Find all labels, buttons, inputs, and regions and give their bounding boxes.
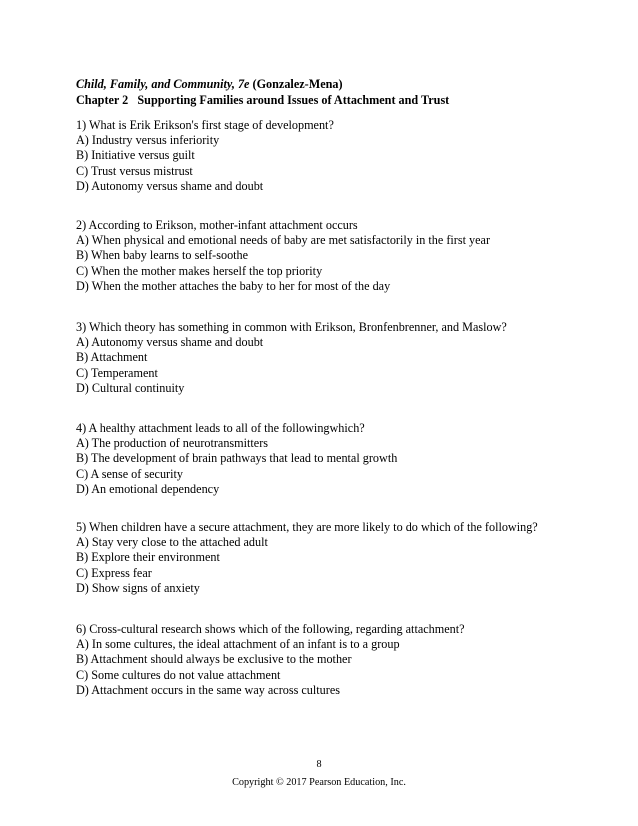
answer-option: A) In some cultures, the ideal attachment of an infant is to a group — [76, 637, 400, 652]
question-stem: 2) According to Erikson, mother-infant attachment occurs — [76, 218, 358, 232]
copyright-notice: Copyright © 2017 Pearson Education, Inc. — [232, 777, 406, 788]
answer-option: D) When the mother attaches the baby to her for most of the day — [76, 278, 391, 293]
page-number: 8 — [316, 759, 322, 770]
answer-option: C) Express fear — [76, 565, 152, 580]
question-stem: 5) When children have a secure attachment, they are more likely to do which of the following? — [76, 520, 538, 534]
answer-option: C) Temperament — [76, 365, 158, 380]
answer-option: B) The development of brain pathways that lead to mental growth — [76, 451, 398, 466]
answer-option: A) The production of neurotransmitters — [76, 436, 269, 451]
answer-option: A) Industry versus inferiority — [76, 133, 220, 148]
book-title: Child, Family, and Community, 7e — [76, 77, 250, 91]
answer-option: A) Stay very close to the attached adult — [76, 535, 268, 550]
answer-option: C) Trust versus mistrust — [76, 163, 193, 178]
question-stem: 1) What is Erik Erikson's first stage of development? — [76, 118, 334, 132]
answer-option: B) Explore their environment — [76, 550, 220, 565]
document-header — [76, 76, 596, 108]
answer-option: A) When physical and emotional needs of baby are met satisfactorily in the first year — [76, 233, 491, 248]
answer-option: A) Autonomy versus shame and doubt — [76, 335, 264, 350]
answer-option: C) A sense of security — [76, 466, 183, 481]
question-stem: 3) Which theory has something in common with Erikson, Bronfenbrenner, and Maslow? — [76, 320, 507, 334]
chapter-title: Chapter 2 Supporting Families around Issues of Attachment and Trust — [76, 93, 450, 107]
answer-option: B) Attachment — [76, 350, 148, 365]
question-1 — [76, 118, 596, 194]
question-5 — [76, 520, 596, 596]
question-stem: 4) A healthy attachment leads to all of the followingwhich? — [76, 421, 365, 435]
question-3 — [76, 320, 596, 396]
answer-option: D) Cultural continuity — [76, 380, 185, 395]
answer-option: B) Initiative versus guilt — [76, 148, 195, 163]
answer-option: D) An emotional dependency — [76, 481, 220, 496]
question-stem: 6) Cross-cultural research shows which of the following, regarding attachment? — [76, 622, 465, 636]
answer-option: B) Attachment should always be exclusive to the mother — [76, 652, 352, 667]
question-2 — [76, 218, 596, 294]
answer-option: D) Attachment occurs in the same way across cultures — [76, 682, 340, 697]
book-citation — [76, 76, 596, 92]
answer-option: D) Autonomy versus shame and doubt — [76, 178, 264, 193]
answer-option: C) Some cultures do not value attachment — [76, 667, 281, 682]
question-4 — [76, 421, 596, 497]
answer-option: D) Show signs of anxiety — [76, 580, 200, 595]
answer-option: B) When baby learns to self-soothe — [76, 248, 249, 263]
book-author: (Gonzalez-Mena) — [249, 77, 343, 91]
question-6 — [76, 622, 596, 698]
answer-option: C) When the mother makes herself the top priority — [76, 263, 323, 278]
